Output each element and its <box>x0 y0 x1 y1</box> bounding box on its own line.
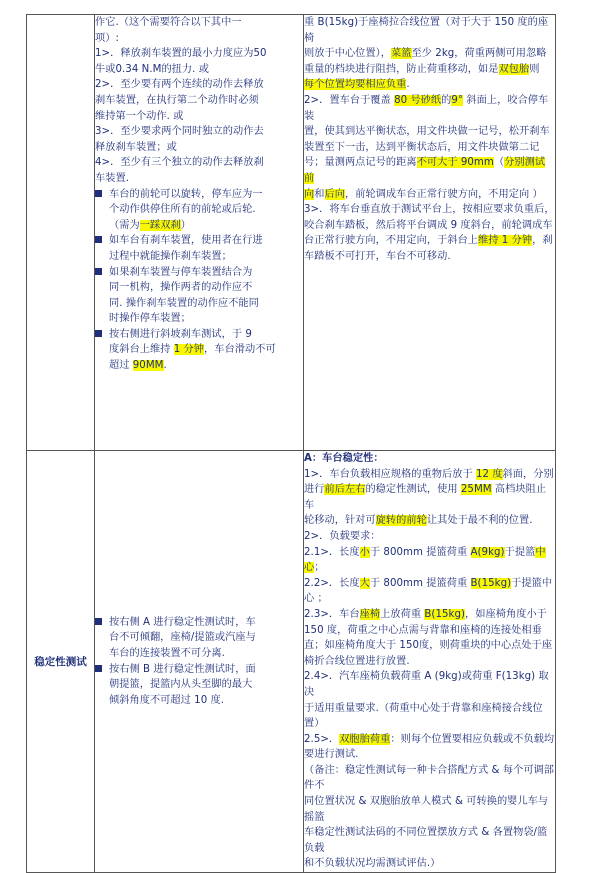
bullet-text: 按右侧进行斜坡刹车测试，于 9 <box>109 328 252 340</box>
spec-table <box>26 14 556 873</box>
method-text: 置） <box>304 718 325 730</box>
item-2-line-1: 2>．至少要有两个连续的动作去释放 <box>95 79 264 91</box>
bullet-text: 如车台有刹车装置，使用者在行进 <box>109 235 263 247</box>
highlight: 前后左右 <box>324 484 366 496</box>
highlight: 9° <box>451 94 464 106</box>
bullet-square-icon <box>95 190 102 197</box>
bullet-square-icon <box>95 268 102 275</box>
bullet-text: 台不可倾翻，座椅/提篮或汽座与 <box>109 632 256 644</box>
item-3-line-1: 3>．至少要求两个同时独立的动作去 <box>95 126 264 138</box>
row1-requirements-cell <box>95 15 304 451</box>
bullet-text: 车台的连接装置不可分离. <box>109 647 225 659</box>
method-text: 置，使其到达平衡状态，用文件块做一记号，松开刹车 <box>304 126 550 138</box>
method-text: 装置至下一击，达到平衡状态后，用文件块做第二记 <box>304 141 540 153</box>
note-text: 同位置状况 & 双胞胎放单人模式 & 可转换的婴儿车与摇篮 <box>304 796 549 823</box>
method-text: 轮移动，针对可旋转的前轮让其处于最不利的位置. <box>304 515 533 527</box>
highlight: 双胞胎荷重 <box>339 733 391 745</box>
bullet-text: 超过 90MM. <box>109 360 167 372</box>
bullet-square-icon <box>95 236 102 243</box>
bullet-text: 过程中就能操作刹车装置； <box>109 250 232 262</box>
method-text: 1>．车台负载相应规格的重物后放于 12 度斜面，分别 <box>304 468 554 480</box>
bullet-text: 朝提篮，提篮内从头至脚的最大 <box>109 679 253 691</box>
method-text: 2.4>．汽车座椅负载荷重 A (9kg)或荷重 F(13kg) 取决 <box>304 671 549 698</box>
item-2-line-3: 维持第一个动作. 或 <box>95 110 184 122</box>
row1-label-cell <box>27 15 95 451</box>
stability-label: 稳定性测试 <box>27 451 95 873</box>
item-1-line-1: 1>．释放刹车装置的最小力度应为50 <box>95 48 267 60</box>
note-text: （备注：稳定性测试每一种卡合搭配方式 & 每个可调部件不 <box>304 764 555 792</box>
method-text: 椅折合线位置进行放置. <box>304 655 410 667</box>
highlight: 大 <box>359 577 370 589</box>
highlight: 分别测试前 <box>304 157 546 184</box>
row2-method-cell <box>304 451 556 873</box>
bullet-text: 如果刹车装置与停车装置结合为 <box>109 266 253 278</box>
highlight: 双包胎 <box>498 63 530 75</box>
row1-method-cell <box>304 15 556 451</box>
item-4-line-1: 4>．至少有三个独立的动作去释放刹 <box>95 157 264 169</box>
bullet-text: 车台的前轮可以旋转，停车应为一 <box>109 188 263 200</box>
method-text: 2>．置车台于覆盖 80 号砂纸的9° 斜面上，咬合停车装 <box>304 94 549 122</box>
highlight: 80 号砂纸 <box>394 94 442 106</box>
section-title: A：车台稳定性： <box>304 453 384 464</box>
method-text: 2.2>．长度大于 800mm 提篮荷重 B(15kg)于提篮中心 ； <box>304 577 553 605</box>
highlight: 1 分钟 <box>173 344 205 356</box>
bullet-square-icon <box>95 618 102 625</box>
highlight: 中心 <box>304 546 546 574</box>
method-text: 2.3>．车台座椅上放荷重 B(15kg)，如座椅角度小于 <box>304 608 547 620</box>
highlight: B(15kg) <box>470 577 512 589</box>
method-text: 2>．负载要求： <box>304 530 381 542</box>
intro-line-1: 作它.（这个需要符合以下其中一 <box>95 17 242 28</box>
bullet-test-b <box>95 662 303 709</box>
item-2-line-2: 刹车装置，在执行第二个动作时必须 <box>95 94 259 106</box>
method-text: 2.5>．双胞胎荷重：则每个位置要相应负载或不负载均 <box>304 733 555 745</box>
highlight: 维持 1 分钟 <box>478 235 533 247</box>
highlight: B(15kg) <box>424 608 466 620</box>
method-text: 车踏板不可打开，车台不可移动. <box>304 250 451 262</box>
method-text: 重量的档块进行阻挡，防止荷重移动，如是双包胎则 <box>304 63 540 75</box>
method-text: 于适用重量要求.（荷重中心处于背靠和座椅接合线位 <box>304 702 543 714</box>
bullet-text: 同. 操作刹车装置的动作应不能同 <box>109 297 259 309</box>
highlight: 旋转的前轮 <box>375 515 427 527</box>
item-4-line-2: 车装置. <box>95 172 130 184</box>
table-row-stability <box>27 451 556 873</box>
method-text: 3>．将车台垂直放于测试平台上，按相应要求负重后， <box>304 204 555 216</box>
note-text: 和不负载状况均需测试评估.） <box>304 858 441 870</box>
highlight: 12 度 <box>475 468 503 480</box>
highlight: 每个位置均要相应负重 <box>304 79 407 91</box>
method-text: 150 度，荷重之中心点需与背靠和座椅的连接处相垂 <box>304 624 542 636</box>
method-text: 则放于中心位置），菜篮至少 2kg，荷重两侧可用忽略 <box>304 48 547 60</box>
item-1-line-2: 牛或0.34 N.M的扭力. 或 <box>95 63 209 75</box>
bullet-combined-mechanism <box>95 265 303 327</box>
item-3-line-2: 释放刹车装置；或 <box>95 141 177 153</box>
highlight: 座椅 <box>359 608 381 620</box>
table-row-brake <box>27 15 556 451</box>
method-text: 咬合刹车踏板，然后将平台调成 9 度斜台，前轮调成车 <box>304 219 553 231</box>
method-text: 2.1>．长度小于 800mm 提篮荷重 A(9kg)于提篮中心； <box>304 546 546 574</box>
method-text: 台正常行驶方向，不用定向，于斜台上维持 1 分钟，刹 <box>304 235 553 247</box>
bullet-text: 按右侧 B 进行稳定性测试时，面 <box>109 663 256 675</box>
bullet-text: 倾斜角度不可超过 10 度. <box>109 694 225 706</box>
method-text: 进行前后左右的稳定性测试，使用 25MM 高档块阻止车 <box>304 484 547 511</box>
bullet-text: 度斜台上维持 1 分钟，车台滑动不可 <box>109 344 276 356</box>
bullet-text: 个动作供停住所有的前轮或后轮. <box>109 204 256 216</box>
highlight: A(9kg) <box>470 546 505 558</box>
bullet-text: 时操作停车装置； <box>109 313 191 325</box>
bullet-text: 同一机构，操作两者的动作应不 <box>109 282 253 294</box>
note-text: 车稳定性测试法码的不同位置摆放方式 & 各置物袋/篮负载 <box>304 827 548 854</box>
bullet-front-wheel <box>95 187 303 234</box>
bullet-slope-test <box>95 327 303 374</box>
bullet-text: 按右侧 A 进行稳定性测试时，车 <box>109 616 256 628</box>
highlight: 不可大于 90mm <box>416 157 494 169</box>
bullet-text: （需为一踩双刹） <box>109 219 191 231</box>
bullet-brake-device <box>95 233 303 264</box>
bullet-test-a <box>95 615 303 662</box>
highlight: 小 <box>359 546 370 558</box>
bullet-square-icon <box>95 665 102 672</box>
method-text: 向和后向，前轮调成车台正常行驶方向，不用定向 ） <box>304 188 543 200</box>
highlight: 向 <box>304 188 315 200</box>
method-text: 重 B(15kg)于座椅拉合线位置（对于大于 150 度的座椅 <box>304 17 549 44</box>
highlight: 90MM <box>132 360 164 372</box>
method-text: 每个位置均要相应负重. <box>304 79 410 91</box>
method-text: 直；如座椅角度大于 150度，则荷重块的中心点处于座 <box>304 640 553 652</box>
intro-line-2: 项）: <box>95 32 119 44</box>
highlight: 25MM <box>460 484 492 496</box>
bullet-square-icon <box>95 330 102 337</box>
method-text: 号；量测两点记号的距离不可大于 90mm（分别测试前 <box>304 157 546 184</box>
highlight: 后向 <box>324 188 345 200</box>
highlight: 菜篮 <box>391 48 412 60</box>
row2-requirements-cell <box>95 451 304 873</box>
highlight: 一踩双刹 <box>139 219 181 231</box>
method-text: 要进行测试. <box>304 749 359 761</box>
